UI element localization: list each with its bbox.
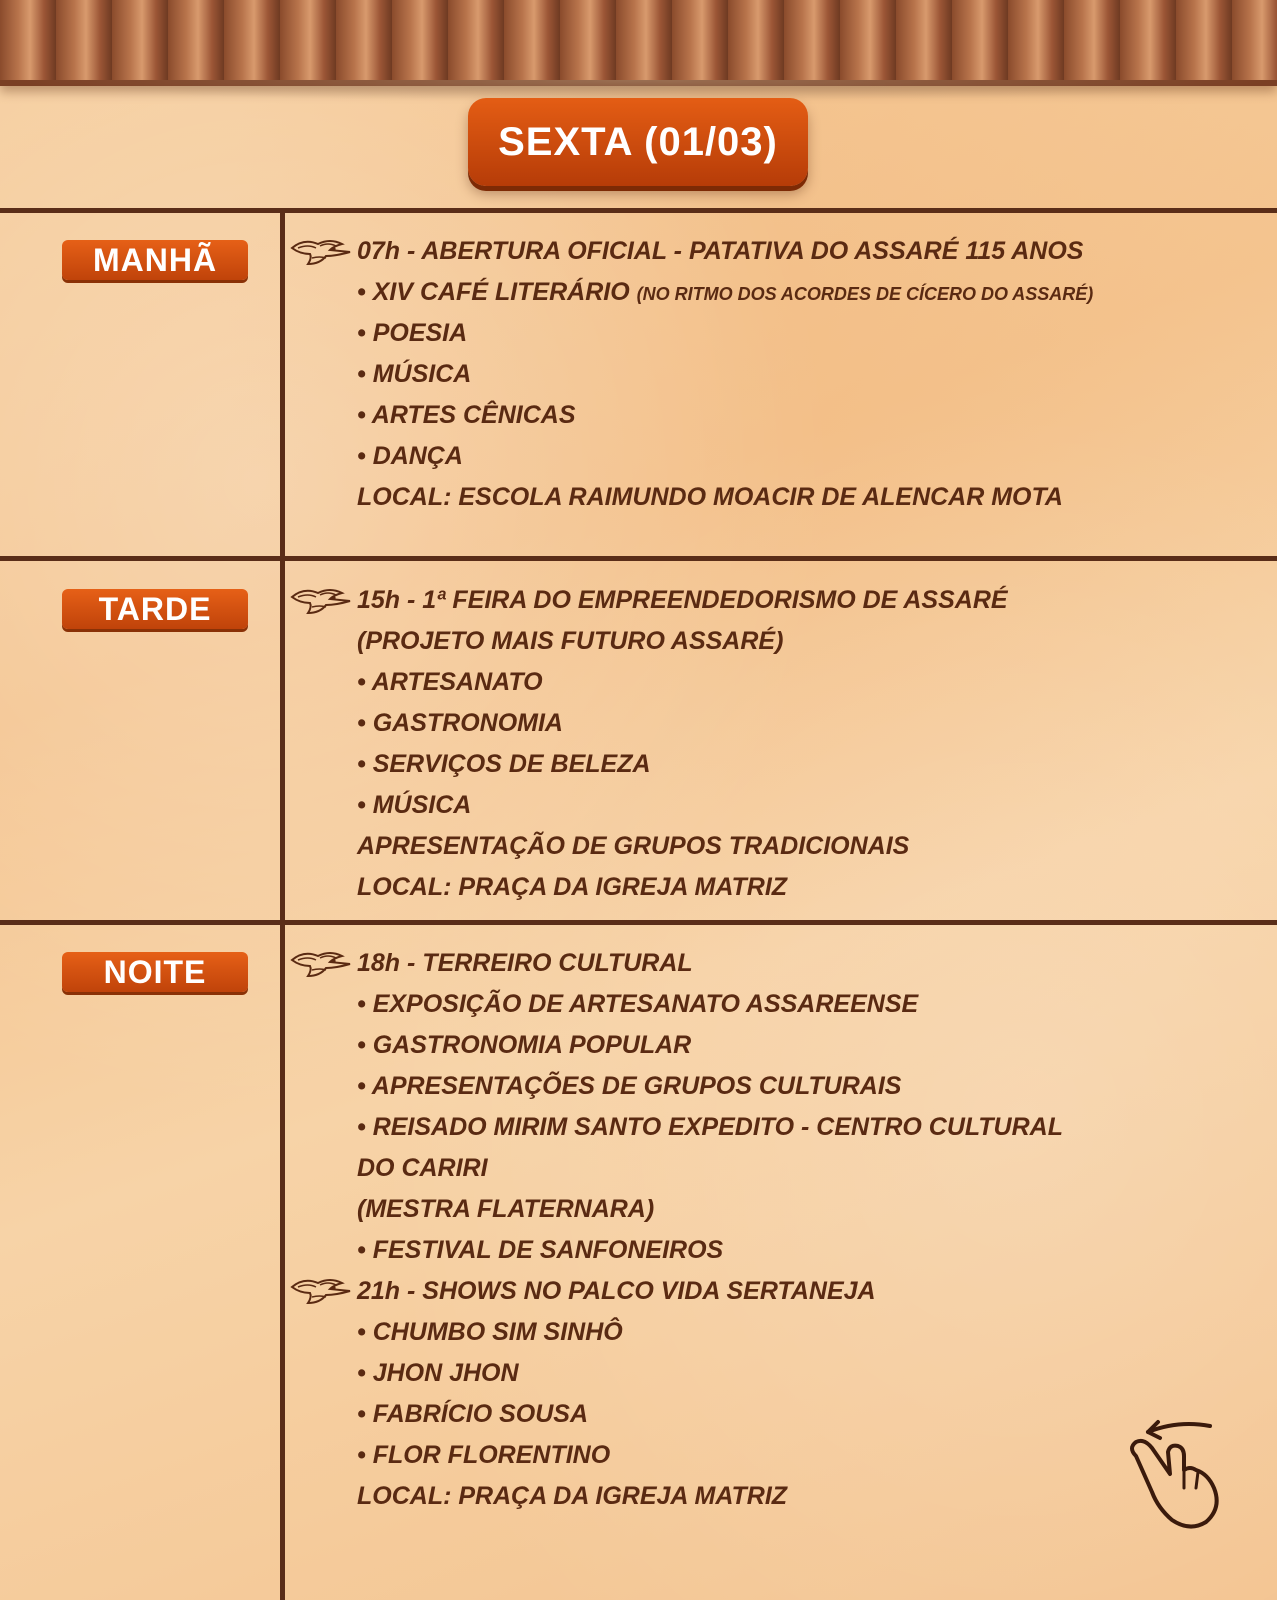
night-line: 18h - TERREIRO CULTURAL xyxy=(357,949,693,977)
morning-location: LOCAL: ESCOLA RAIMUNDO MOACIR DE ALENCAR MOTA xyxy=(357,483,1063,511)
swipe-hand-icon[interactable] xyxy=(1118,1412,1228,1532)
afternoon-line: • MÚSICA xyxy=(357,791,472,819)
morning-line: • MÚSICA xyxy=(357,360,472,388)
night-line: • FABRÍCIO SOUSA xyxy=(357,1400,588,1428)
night-line: • GASTRONOMIA POPULAR xyxy=(357,1031,692,1059)
afternoon-line: • SERVIÇOS DE BELEZA xyxy=(357,750,651,778)
morning-line: • DANÇA xyxy=(357,442,463,470)
night-location: LOCAL: PRAÇA DA IGREJA MATRIZ xyxy=(357,1482,788,1510)
morning-line xyxy=(357,277,1093,309)
night-line: • FESTIVAL DE SANFONEIROS xyxy=(357,1236,724,1264)
bird-icon xyxy=(290,1273,352,1307)
divider-top xyxy=(0,208,1277,213)
morning-line: • ARTES CÊNICAS xyxy=(357,401,576,429)
afternoon-line: (PROJETO MAIS FUTURO ASSARÉ) xyxy=(357,627,784,655)
afternoon-line: 15h - 1ª FEIRA DO EMPREENDEDORISMO DE ASSARÉ xyxy=(357,586,1008,614)
night-line: • EXPOSIÇÃO DE ARTESANATO ASSAREENSE xyxy=(357,990,919,1018)
period-label-afternoon: TARDE xyxy=(62,589,248,629)
afternoon-line: • GASTRONOMIA xyxy=(357,709,563,737)
period-label-morning: MANHÃ xyxy=(62,240,248,280)
column-divider xyxy=(280,210,285,1600)
period-label-night: NOITE xyxy=(62,952,248,992)
day-title-badge: SEXTA (01/03) xyxy=(468,98,808,186)
night-line: • JHON JHON xyxy=(357,1359,519,1387)
afternoon-location: LOCAL: PRAÇA DA IGREJA MATRIZ xyxy=(357,873,788,901)
bird-icon xyxy=(290,946,352,980)
morning-line: • POESIA xyxy=(357,319,468,347)
night-line: • APRESENTAÇÕES DE GRUPOS CULTURAIS xyxy=(357,1072,902,1100)
night-line: • REISADO MIRIM SANTO EXPEDITO - CENTRO CULTURAL xyxy=(357,1113,1063,1141)
roof-tiles-decoration xyxy=(0,0,1277,86)
afternoon-line: APRESENTAÇÃO DE GRUPOS TRADICIONAIS xyxy=(357,832,910,860)
night-line: DO CARIRI xyxy=(357,1154,488,1182)
night-line: • CHUMBO SIM SINHÔ xyxy=(357,1318,623,1346)
night-line: • FLOR FLORENTINO xyxy=(357,1441,611,1469)
divider-morning-afternoon xyxy=(0,556,1277,561)
bird-icon xyxy=(290,234,352,268)
morning-line: 07h - ABERTURA OFICIAL - PATATIVA DO ASSARÉ 115 ANOS xyxy=(357,237,1084,265)
morning-line-text: • XIV CAFÉ LITERÁRIO xyxy=(357,278,630,306)
divider-afternoon-night xyxy=(0,920,1277,925)
bird-icon xyxy=(290,583,352,617)
morning-line-note: (NO RITMO DOS ACORDES DE CÍCERO DO ASSARÉ) xyxy=(636,284,1094,304)
afternoon-line: • ARTESANATO xyxy=(357,668,543,696)
night-line: 21h - SHOWS NO PALCO VIDA SERTANEJA xyxy=(357,1277,876,1305)
night-line: (MESTRA FLATERNARA) xyxy=(357,1195,655,1223)
